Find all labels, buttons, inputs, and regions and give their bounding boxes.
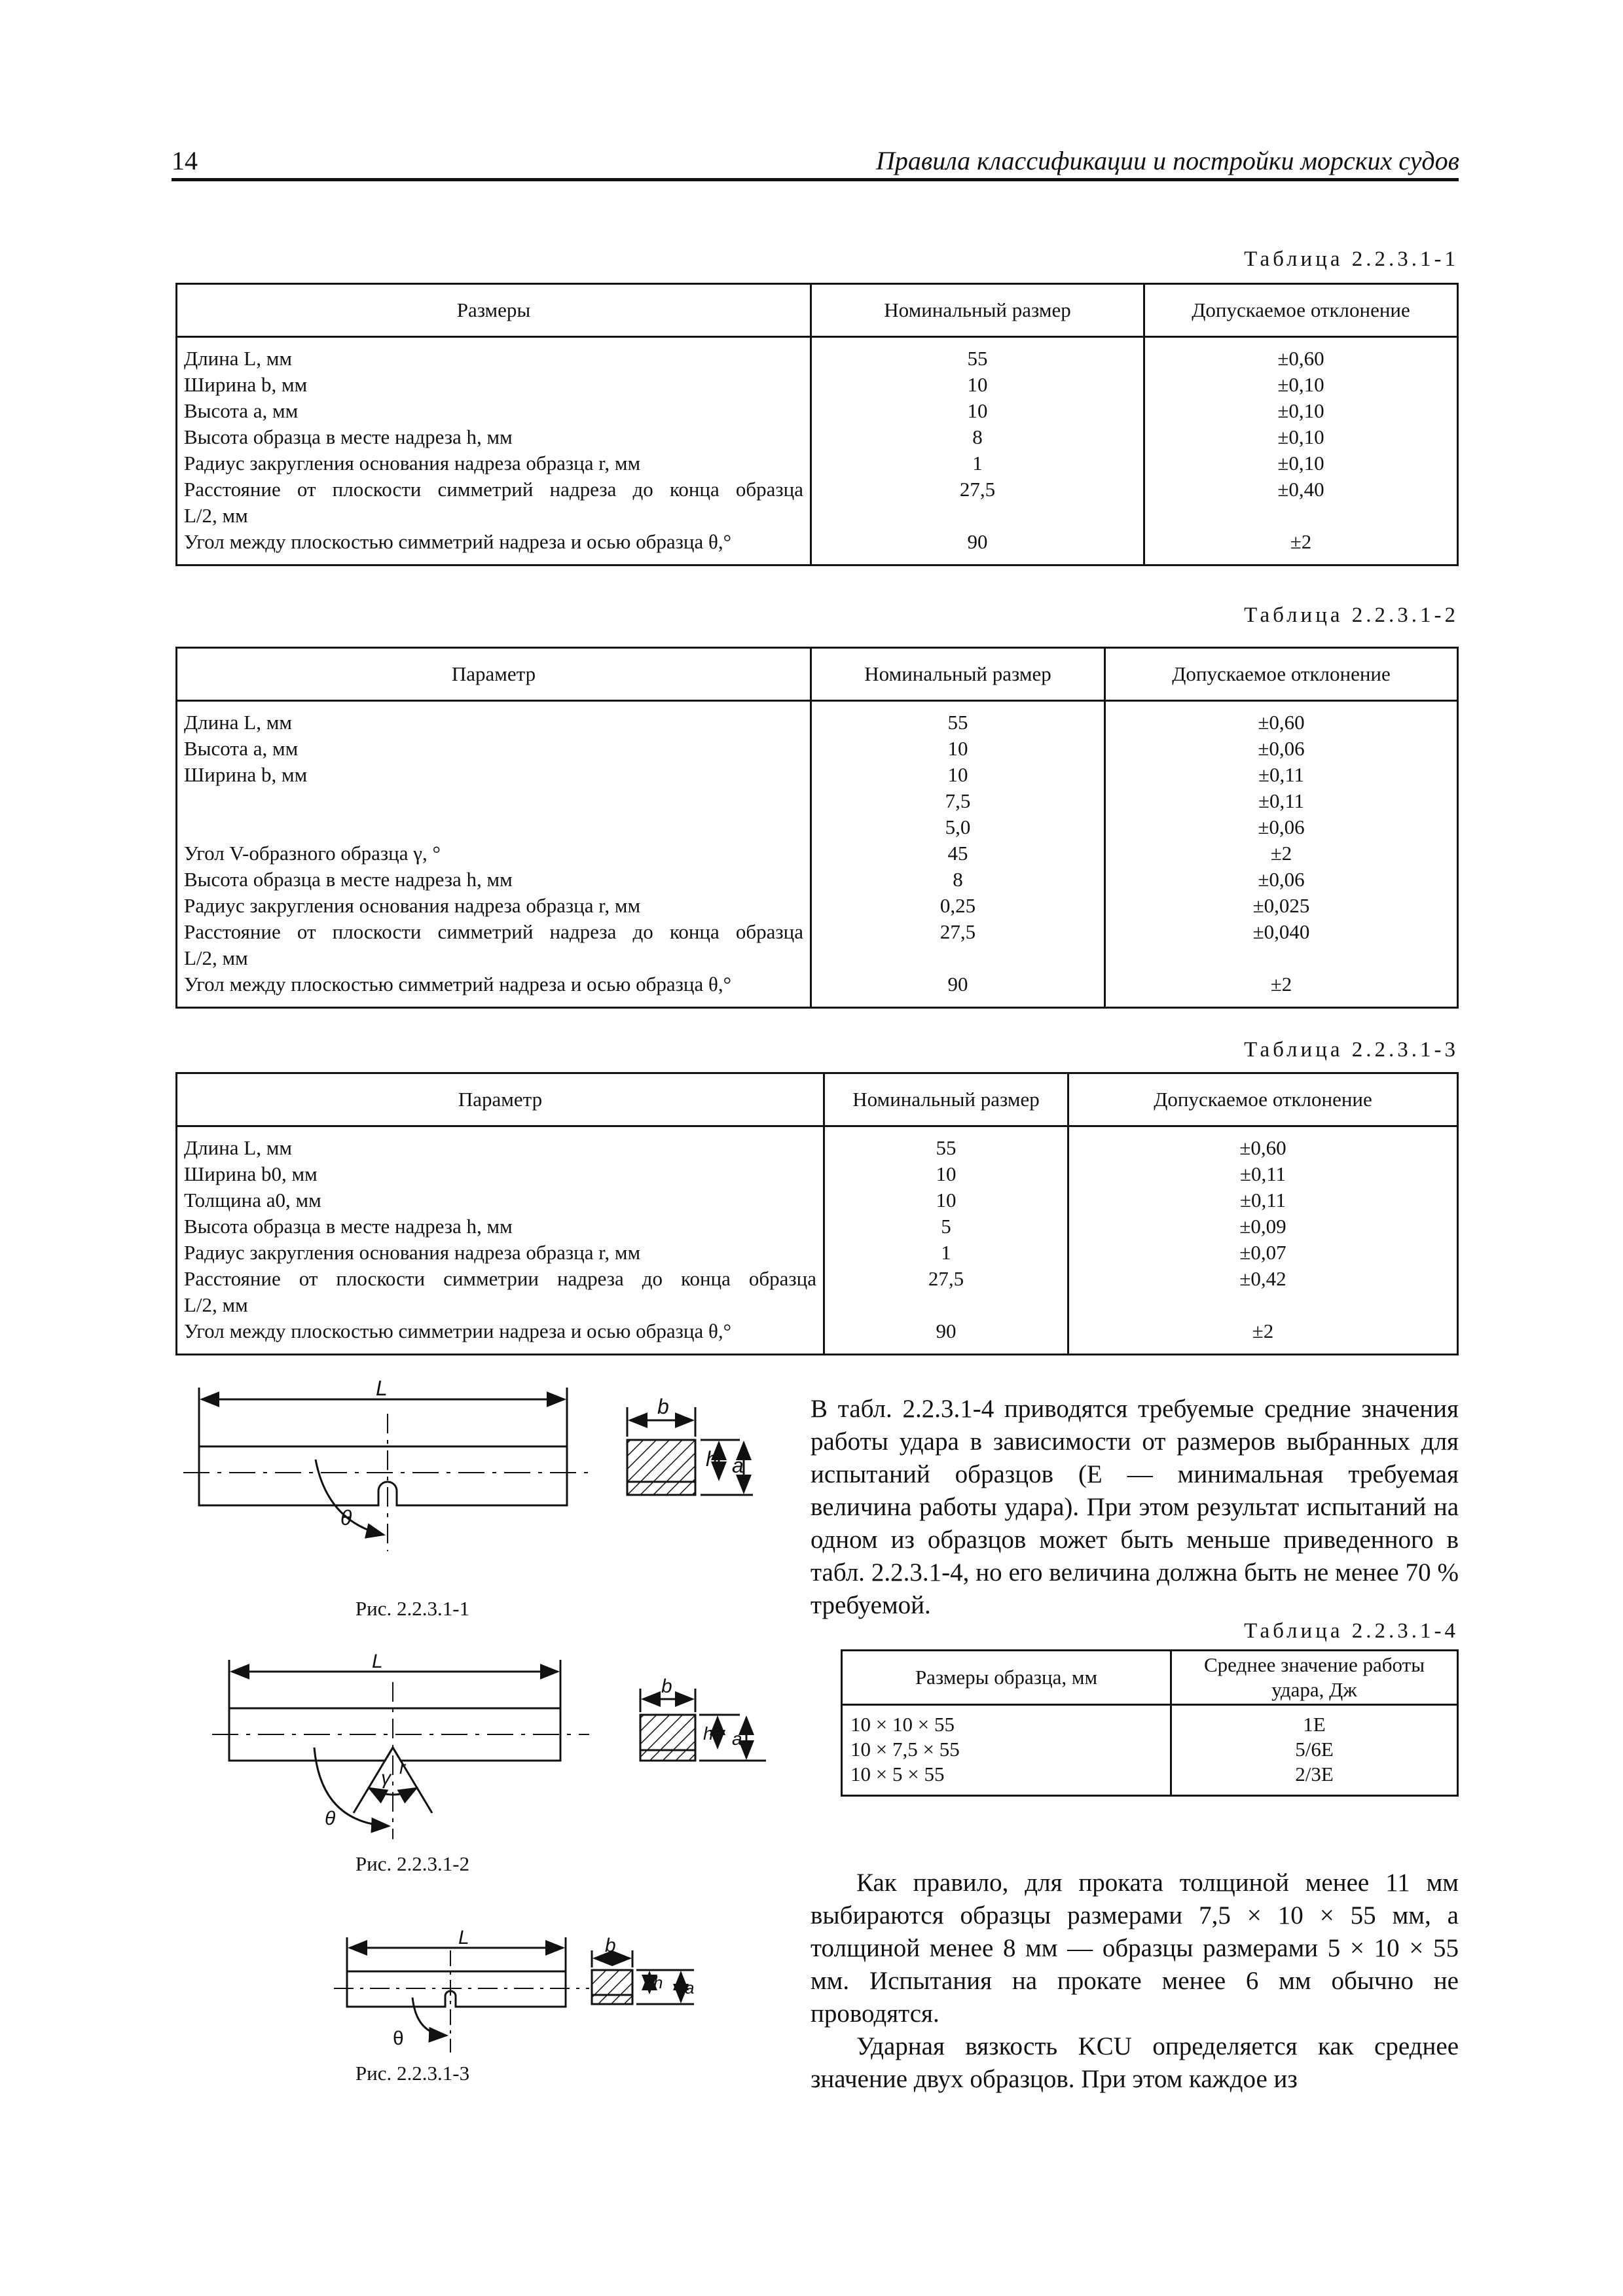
table-cell: Расстояние от плоскости симметрий надреза до конца образца bbox=[177, 476, 811, 503]
table-row bbox=[177, 1266, 1458, 1292]
table-cell: ±0,42 bbox=[1068, 1266, 1458, 1292]
table-cell: Длина L, мм bbox=[177, 1126, 824, 1162]
table-cell bbox=[1068, 1292, 1458, 1318]
table-row bbox=[177, 1213, 1458, 1240]
table-cell bbox=[811, 945, 1105, 971]
table-row bbox=[177, 762, 1458, 788]
fig3-label-a: a bbox=[685, 1978, 695, 1998]
table-cell: 10 bbox=[824, 1187, 1068, 1213]
table-row bbox=[177, 788, 1458, 814]
table-row bbox=[842, 1762, 1458, 1796]
fig2-label-a: a bbox=[732, 1729, 742, 1749]
table-cell: 8 bbox=[811, 867, 1105, 893]
figure-2-caption: Рис. 2.2.3.1-2 bbox=[355, 1852, 470, 1875]
table2-header-cell: Номинальный размер bbox=[811, 648, 1105, 701]
table-row bbox=[177, 867, 1458, 893]
table-row bbox=[177, 945, 1458, 971]
table-cell: L/2, мм bbox=[177, 503, 811, 529]
table-row bbox=[177, 503, 1458, 529]
fig2-label-r: r bbox=[399, 1757, 406, 1778]
table-cell: ±0,06 bbox=[1105, 736, 1458, 762]
fig3-label-h: h bbox=[653, 1973, 663, 1992]
table3-caption: Таблица 2.2.3.1-3 bbox=[1244, 1038, 1459, 1062]
table-row bbox=[177, 1187, 1458, 1213]
table-cell: Высота a, мм bbox=[177, 736, 811, 762]
fig2-label-b: b bbox=[661, 1676, 672, 1697]
table-cell: ±0,040 bbox=[1105, 919, 1458, 945]
table-cell: ±0,60 bbox=[1144, 337, 1458, 372]
table-row bbox=[177, 840, 1458, 867]
table-row bbox=[177, 1240, 1458, 1266]
table-row bbox=[177, 814, 1458, 840]
table-cell: Радиус закругления основания надреза образца r, мм bbox=[177, 1240, 824, 1266]
table-cell: 7,5 bbox=[811, 788, 1105, 814]
table-row bbox=[177, 372, 1458, 398]
table-cell: 27,5 bbox=[824, 1266, 1068, 1292]
table-row bbox=[177, 424, 1458, 450]
table1-caption: Таблица 2.2.3.1-1 bbox=[1244, 247, 1459, 271]
table-cell: 5 bbox=[824, 1213, 1068, 1240]
figure-1-drawing bbox=[177, 1374, 779, 1558]
table-row bbox=[842, 1737, 1458, 1762]
paragraph-3-text: Ударная вязкость KCU определяется как среднее значение двух образцов. При этом каждое из bbox=[811, 2032, 1459, 2093]
table-cell: ±0,11 bbox=[1105, 762, 1458, 788]
table-cell: Радиус закругления основания надреза образца r, мм bbox=[177, 450, 811, 476]
table-cell: Длина L, мм bbox=[177, 701, 811, 736]
table-cell: Длина L, мм bbox=[177, 337, 811, 372]
table3-header-cell: Номинальный размер bbox=[824, 1073, 1068, 1126]
table-row bbox=[177, 1161, 1458, 1187]
table-cell: Расстояние от плоскости симметрии надреза до конца образца bbox=[177, 1266, 824, 1292]
table-cell: 10 bbox=[811, 736, 1105, 762]
table-cell: ±0,06 bbox=[1105, 867, 1458, 893]
table-cell: Ширина b0, мм bbox=[177, 1161, 824, 1187]
running-title: Правила классификации и постройки морских судов bbox=[875, 146, 1459, 175]
table-cell: ±2 bbox=[1068, 1318, 1458, 1355]
table-cell: 5/6E bbox=[1171, 1737, 1458, 1762]
table-cell: ±0,06 bbox=[1105, 814, 1458, 840]
fig1-label-b: b bbox=[657, 1395, 669, 1418]
table-cell: ±2 bbox=[1144, 529, 1458, 565]
table-cell: ±0,10 bbox=[1144, 372, 1458, 398]
table-cell: 10 × 10 × 55 bbox=[842, 1705, 1171, 1738]
table-cell: 90 bbox=[811, 971, 1105, 1008]
fig2-label-L: L bbox=[372, 1651, 383, 1672]
table2-caption: Таблица 2.2.3.1-2 bbox=[1244, 603, 1459, 627]
table-row bbox=[177, 450, 1458, 476]
table-cell: Высота образца в месте надреза h, мм bbox=[177, 1213, 824, 1240]
fig1-label-a: a bbox=[732, 1454, 744, 1477]
table-cell bbox=[811, 503, 1144, 529]
table-cell: 0,25 bbox=[811, 893, 1105, 919]
fig1-label-h: h bbox=[706, 1447, 718, 1471]
table-cell: 1E bbox=[1171, 1705, 1458, 1738]
table-cell: 55 bbox=[811, 701, 1105, 736]
table-cell: ±0,025 bbox=[1105, 893, 1458, 919]
table-cell: 1 bbox=[811, 450, 1144, 476]
table-cell: 10 bbox=[811, 398, 1144, 424]
figure-2-drawing bbox=[203, 1649, 779, 1846]
table-cell: 1 bbox=[824, 1240, 1068, 1266]
table-cell: 55 bbox=[811, 337, 1144, 372]
paragraph-1 bbox=[811, 1393, 1459, 1622]
fig3-label-b: b bbox=[605, 1935, 616, 1956]
table-cell: 55 bbox=[824, 1126, 1068, 1162]
table-cell: ±0,11 bbox=[1105, 788, 1458, 814]
table-cell: 27,5 bbox=[811, 476, 1144, 503]
table3-header-cell: Параметр bbox=[177, 1073, 824, 1126]
table-row bbox=[177, 398, 1458, 424]
table-cell: Высота образца в месте надреза h, мм bbox=[177, 867, 811, 893]
figure-3-caption: Рис. 2.2.3.1-3 bbox=[355, 2062, 470, 2085]
table-cell: Угол между плоскостью симметрии надреза и осью образца θ,° bbox=[177, 1318, 824, 1355]
table-row bbox=[177, 529, 1458, 565]
fig2-label-gamma: γ bbox=[381, 1767, 391, 1789]
table-cell: 90 bbox=[824, 1318, 1068, 1355]
table-cell: ±0,60 bbox=[1105, 701, 1458, 736]
table1 bbox=[175, 283, 1459, 566]
header-rule bbox=[172, 178, 1459, 181]
table-cell: L/2, мм bbox=[177, 1292, 824, 1318]
table-row bbox=[177, 1318, 1458, 1355]
table-cell bbox=[177, 788, 811, 814]
table-cell: Угол между плоскостью симметрий надреза и осью образца θ,° bbox=[177, 971, 811, 1008]
table-cell: ±0,10 bbox=[1144, 424, 1458, 450]
table3 bbox=[175, 1072, 1459, 1355]
table-row bbox=[177, 919, 1458, 945]
fig2-label-theta: θ bbox=[325, 1808, 336, 1829]
table-cell: ±0,10 bbox=[1144, 398, 1458, 424]
table-cell: Высота образца в месте надреза h, мм bbox=[177, 424, 811, 450]
table3-header-cell: Допускаемое отклонение bbox=[1068, 1073, 1458, 1126]
table-cell bbox=[1105, 945, 1458, 971]
table4-header-cell: Среднее значение работы удара, Дж bbox=[1171, 1651, 1458, 1705]
table-cell: 10 × 5 × 55 bbox=[842, 1762, 1171, 1796]
table-cell: ±0,07 bbox=[1068, 1240, 1458, 1266]
fig1-label-theta: θ bbox=[340, 1506, 352, 1530]
table4-caption: Таблица 2.2.3.1-4 bbox=[1244, 1619, 1459, 1643]
page-number: 14 bbox=[172, 146, 198, 175]
table1-header-cell: Допускаемое отклонение bbox=[1144, 284, 1458, 337]
table-cell: 5,0 bbox=[811, 814, 1105, 840]
table-cell: ±2 bbox=[1105, 971, 1458, 1008]
table-cell bbox=[824, 1292, 1068, 1318]
fig1-label-L: L bbox=[376, 1376, 388, 1400]
paragraph-2 bbox=[811, 1867, 1459, 2096]
table-cell: Ширина b, мм bbox=[177, 372, 811, 398]
fig3-label-theta: θ bbox=[393, 2028, 404, 2049]
fig3-label-L: L bbox=[458, 1927, 469, 1948]
paragraph-2-text: Как правило, для проката толщиной менее 11 мм выбираются образцы размерами 7,5 × 10 × 55 мм, а толщиной менее 8 мм — образцы размерами 5 × 10 × 55 мм. Испытания на прокате менее 6 мм обычно не проводятся. bbox=[811, 1869, 1459, 2028]
table4 bbox=[841, 1649, 1459, 1797]
table-cell: ±0,40 bbox=[1144, 476, 1458, 503]
table-cell: Толщина a0, мм bbox=[177, 1187, 824, 1213]
table-cell: Радиус закругления основания надреза образца r, мм bbox=[177, 893, 811, 919]
table-cell: ±0,60 bbox=[1068, 1126, 1458, 1162]
table-cell: ±0,10 bbox=[1144, 450, 1458, 476]
table-cell: Угол между плоскостью симметрий надреза и осью образца θ,° bbox=[177, 529, 811, 565]
table-cell: ±2 bbox=[1105, 840, 1458, 867]
table-row bbox=[177, 476, 1458, 503]
table-row bbox=[177, 736, 1458, 762]
fig2-label-h: h bbox=[703, 1723, 714, 1744]
table1-header-cell: Размеры bbox=[177, 284, 811, 337]
table4-header-cell: Размеры образца, мм bbox=[842, 1651, 1171, 1705]
table1-header-cell: Номинальный размер bbox=[811, 284, 1144, 337]
table2-header-cell: Допускаемое отклонение bbox=[1105, 648, 1458, 701]
table-row bbox=[177, 971, 1458, 1008]
table-cell: L/2, мм bbox=[177, 945, 811, 971]
table2-header-cell: Параметр bbox=[177, 648, 811, 701]
figure-1-caption: Рис. 2.2.3.1-1 bbox=[355, 1597, 470, 1620]
table-row bbox=[842, 1705, 1458, 1738]
table-cell: 10 bbox=[824, 1161, 1068, 1187]
table-cell: 27,5 bbox=[811, 919, 1105, 945]
table-cell: 10 bbox=[811, 762, 1105, 788]
table-row bbox=[177, 893, 1458, 919]
table-row bbox=[177, 1292, 1458, 1318]
table-cell: ±0,11 bbox=[1068, 1187, 1458, 1213]
table-cell: 10 bbox=[811, 372, 1144, 398]
table-cell bbox=[177, 814, 811, 840]
table-cell: Угол V-образного образца γ, ° bbox=[177, 840, 811, 867]
table-cell: 10 × 7,5 × 55 bbox=[842, 1737, 1171, 1762]
table-cell: Расстояние от плоскости симметрий надреза до конца образца bbox=[177, 919, 811, 945]
paragraph-1-text: В табл. 2.2.3.1-4 приводятся требуемые средние значения работы удара в зависимости от размеров выбранных для испытаний образцов (E — минимальная требуемая величина работы удара). При этом результат испытаний на одном из образцов может быть меньше приведенного в табл. 2.2.3.1-4, но его величина должна быть не менее 70 % требуемой. bbox=[811, 1395, 1459, 1619]
table-cell: Высота a, мм bbox=[177, 398, 811, 424]
table-cell: 90 bbox=[811, 529, 1144, 565]
table-row bbox=[177, 337, 1458, 372]
table-cell: 45 bbox=[811, 840, 1105, 867]
table2 bbox=[175, 647, 1459, 1009]
table-cell: ±0,09 bbox=[1068, 1213, 1458, 1240]
table-cell: 2/3E bbox=[1171, 1762, 1458, 1796]
table-cell: Ширина b, мм bbox=[177, 762, 811, 788]
table-cell bbox=[1144, 503, 1458, 529]
table-row bbox=[177, 701, 1458, 736]
figure-3-drawing bbox=[327, 1924, 773, 2055]
table-cell: ±0,11 bbox=[1068, 1161, 1458, 1187]
table-row bbox=[177, 1126, 1458, 1162]
table-cell: 8 bbox=[811, 424, 1144, 450]
